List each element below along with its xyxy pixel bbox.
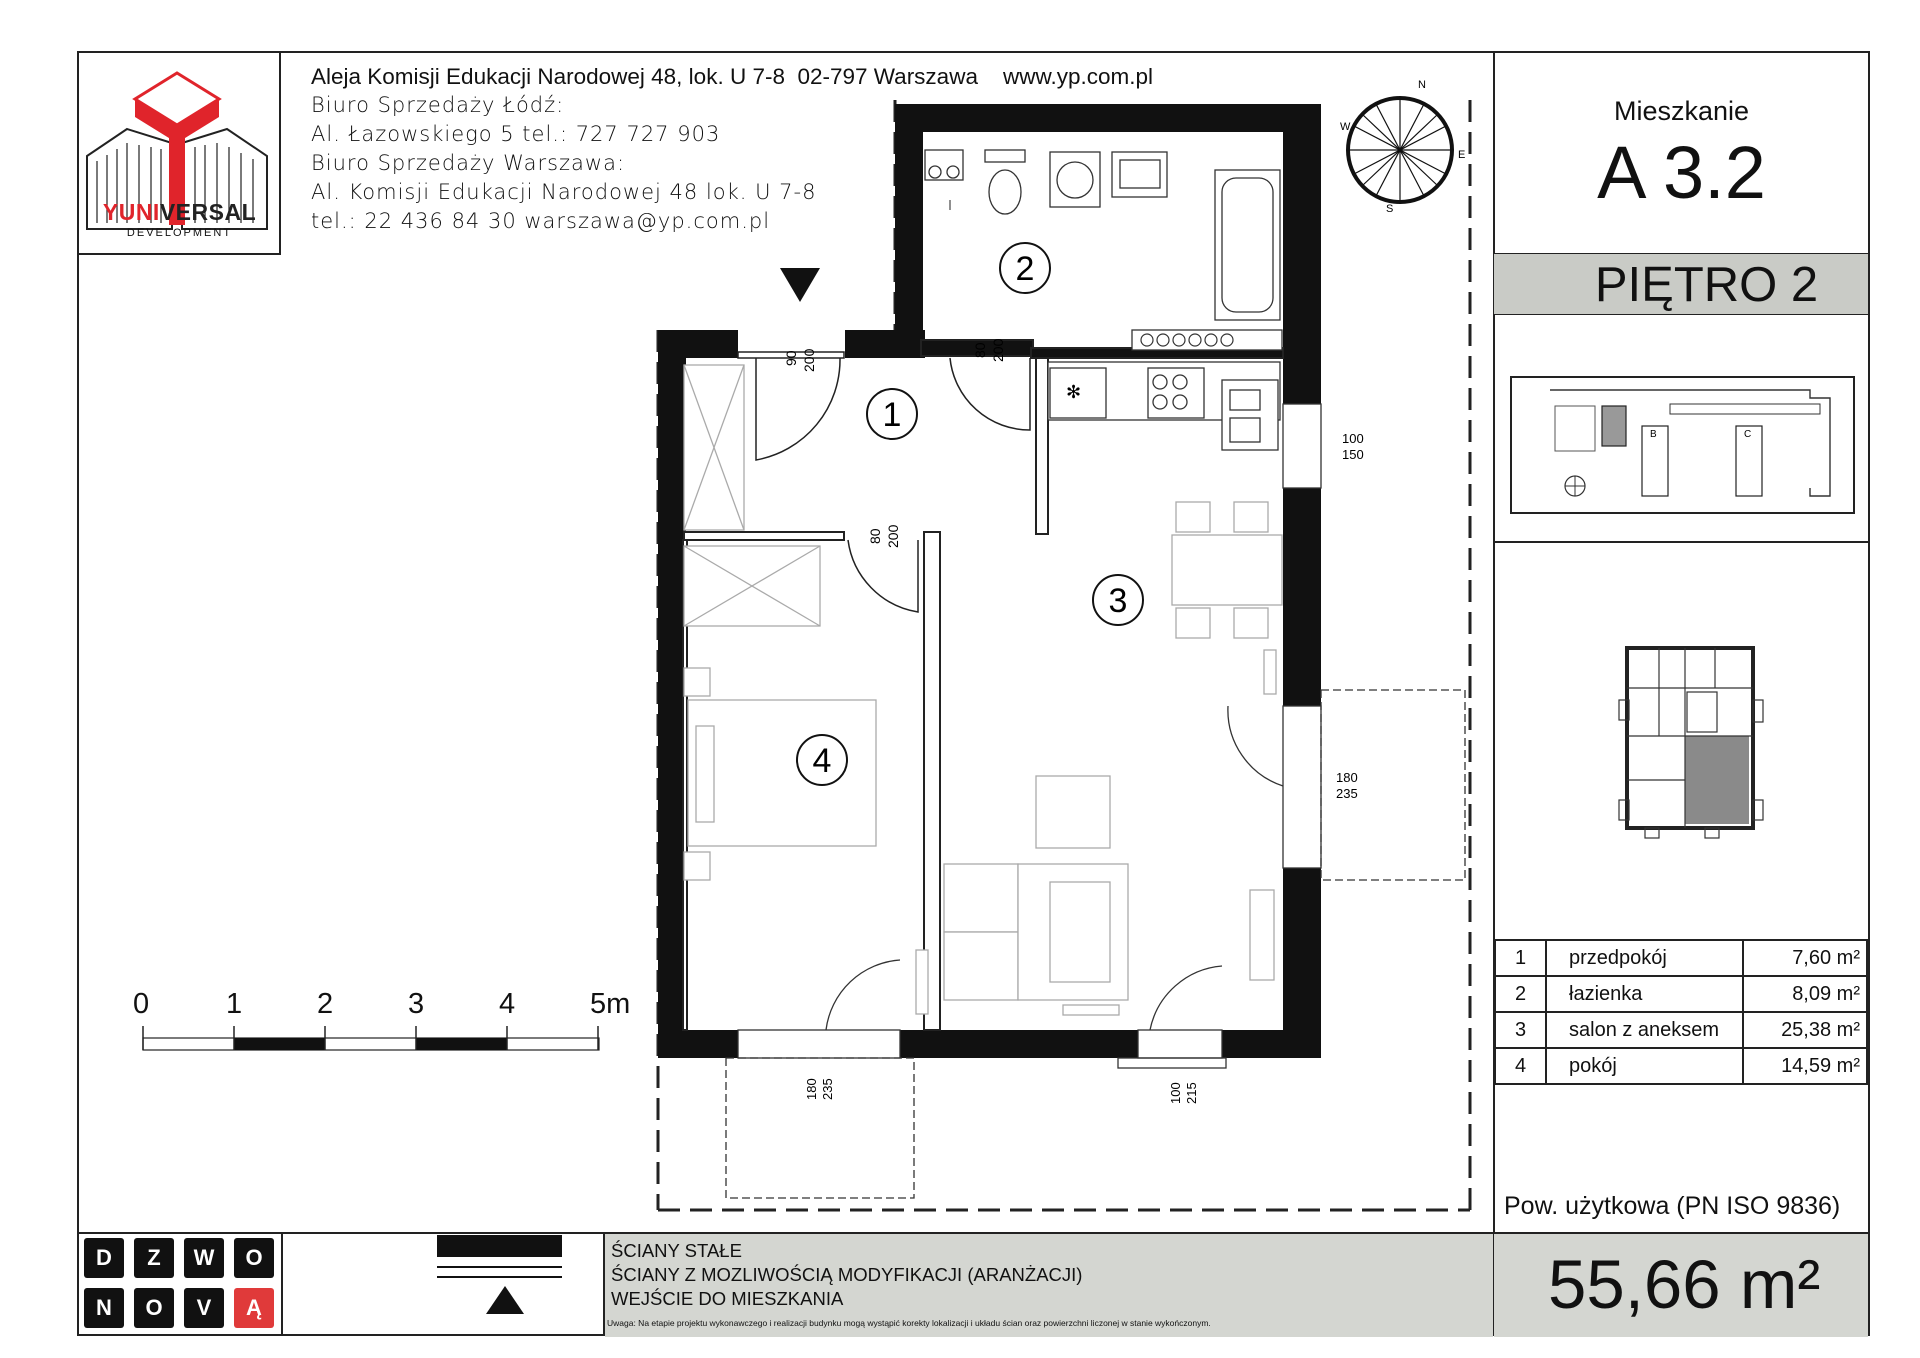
table-bottom-divider: [1493, 1086, 1495, 1234]
total-area: 55,66 m²: [1548, 1246, 1821, 1323]
area-standard-label: Pow. użytkowa (PN ISO 9836): [1504, 1192, 1841, 1220]
legend-entrance: WEJŚCIE DO MIESZKANIA: [611, 1288, 844, 1309]
bathroom-door: [950, 358, 1030, 430]
dim-bath-width: 80: [972, 342, 988, 358]
fridge-snowflake-icon: ✻: [1066, 382, 1082, 402]
dim-entry-width: 90: [783, 350, 799, 366]
legend-divider: [603, 1232, 605, 1336]
bedroom-door: [848, 540, 918, 612]
room-4-label: 4: [812, 742, 832, 780]
scale-tick-label: 3: [408, 988, 425, 1020]
apartment-number: A 3.2: [1597, 131, 1766, 214]
legend-fixed-walls: ŚCIANY STAŁE: [611, 1240, 742, 1261]
building-key-plan: [1615, 640, 1775, 840]
entry-door: [738, 352, 844, 460]
floor-plan: [640, 60, 1490, 1230]
table-row: [1495, 940, 1867, 976]
dining-table: [1172, 502, 1282, 638]
bedroom-furniture: [684, 365, 928, 1014]
compass-n: N: [1418, 79, 1426, 91]
room-area: 7,60 m²: [1743, 940, 1867, 976]
logo-tile: O: [234, 1238, 274, 1278]
compass-e: E: [1458, 149, 1466, 161]
logo-tile: O: [134, 1288, 174, 1328]
scale-tick-label: 1: [226, 988, 243, 1020]
brand-tagline: DEVELOPMENT: [126, 227, 233, 239]
room-area: 14,59 m²: [1743, 1048, 1867, 1084]
dim-room-width: 80: [867, 528, 883, 544]
living-furniture: [944, 650, 1276, 1015]
table-row: [1495, 976, 1867, 1012]
apartment-label: Mieszkanie: [1613, 96, 1750, 126]
compass-s: S: [1386, 203, 1394, 215]
siteplan-divider: [1493, 541, 1870, 543]
logo-tile: W: [184, 1238, 224, 1278]
scale-tick-label: 4: [499, 988, 516, 1020]
entrance-marker-icon: [780, 268, 820, 302]
kitchen-counter: [1048, 362, 1280, 450]
room-name: łazienka: [1546, 976, 1743, 1012]
scale-tick-label: 5m: [590, 988, 631, 1020]
dim-kitchen-win-height: 150: [1342, 447, 1364, 462]
office-warsaw-title: Biuro Sprzedaży Warszawa:: [311, 151, 626, 175]
room-area: 25,38 m²: [1743, 1012, 1867, 1048]
brand-name: [92, 199, 267, 226]
office-warsaw-address: Al. Komisji Edukacji Narodowej 48 lok. U 7-8: [311, 180, 817, 204]
room-number: 1: [1495, 940, 1546, 976]
dim-bottom-mid-win-width: 100: [1168, 1082, 1183, 1104]
entrance-arrow-icon: [484, 1284, 526, 1316]
bathroom-fixtures: [925, 150, 1282, 350]
room-name: przedpokój: [1546, 940, 1743, 976]
dim-balcony-win-height: 235: [1336, 786, 1358, 801]
legend-note: Uwaga: Na etapie projektu wykonawczego i realizacji budynku mogą wystąpić korekty lokalizacji i układu ścian oraz powierzchni liczonej w stanie wykończonym.: [607, 1318, 1211, 1328]
legend-modifiable-walls: ŚCIANY Z MOZLIWOŚCIĄ MODYFIKACJI (ARANŻACJI): [611, 1264, 1083, 1285]
room-name: pokój: [1546, 1048, 1743, 1084]
room-1-label: 1: [882, 396, 902, 434]
dim-bottom-mid-win-height: 215: [1184, 1082, 1199, 1104]
dim-kitchen-win-width: 100: [1342, 431, 1364, 446]
scale-tick-label: 2: [317, 988, 334, 1020]
room-name: salon z aneksem: [1546, 1012, 1743, 1048]
logo-tile: D: [84, 1238, 124, 1278]
footer-logo-divider: [281, 1232, 283, 1336]
dim-balcony-win-width: 180: [1336, 770, 1358, 785]
room-number: 3: [1495, 1012, 1546, 1048]
dim-room-height: 200: [885, 524, 901, 548]
dim-entry-height: 200: [801, 348, 817, 372]
site-label-c: C: [1744, 429, 1752, 440]
dim-bottom-left-win-height: 235: [820, 1078, 835, 1100]
office-warsaw-contact: tel.: 22 436 84 30 warszawa@yp.com.pl: [311, 209, 771, 233]
compass-w: W: [1340, 121, 1351, 133]
logo-tile: N: [84, 1288, 124, 1328]
room-areas-table: [1494, 939, 1868, 1085]
room-2-label: 2: [1015, 250, 1035, 288]
room-area: 8,09 m²: [1743, 976, 1867, 1012]
scale-tick-label: 0: [133, 988, 150, 1020]
scale-graphic: [140, 1024, 602, 1056]
table-row: [1495, 1048, 1867, 1084]
site-label-b: B: [1650, 429, 1657, 440]
brand-name-prefix: YUNI: [102, 199, 160, 225]
brand-name-suffix: VERSAL: [159, 199, 257, 225]
logo-tile: Ą: [234, 1288, 274, 1328]
office-lodz-address: Al. Łazowskiego 5 tel.: 727 727 903: [311, 122, 721, 146]
table-row: [1495, 1012, 1867, 1048]
fixed-wall-symbol: [437, 1235, 562, 1257]
room-number: 2: [1495, 976, 1546, 1012]
dim-bottom-left-win-width: 180: [804, 1078, 819, 1100]
room-number: 4: [1495, 1048, 1546, 1084]
logo-tile: V: [184, 1288, 224, 1328]
logo-tile: Z: [134, 1238, 174, 1278]
compass-rose-icon: [1340, 79, 1465, 215]
floor-label: PIĘTRO 2: [1594, 258, 1819, 312]
room-3-label: 3: [1108, 582, 1128, 620]
dim-bath-height: 200: [990, 338, 1006, 362]
site-plan-thumbnail: [1510, 376, 1855, 516]
address-line: Aleja Komisji Edukacji Narodowej 48, lok. U 7-8 02-797 Warszawa www.yp.com.pl: [311, 64, 1154, 89]
office-lodz-title: Biuro Sprzedaży Łódź:: [311, 93, 565, 117]
developer-logo: [77, 51, 281, 255]
modifiable-wall-symbol: [437, 1266, 562, 1278]
